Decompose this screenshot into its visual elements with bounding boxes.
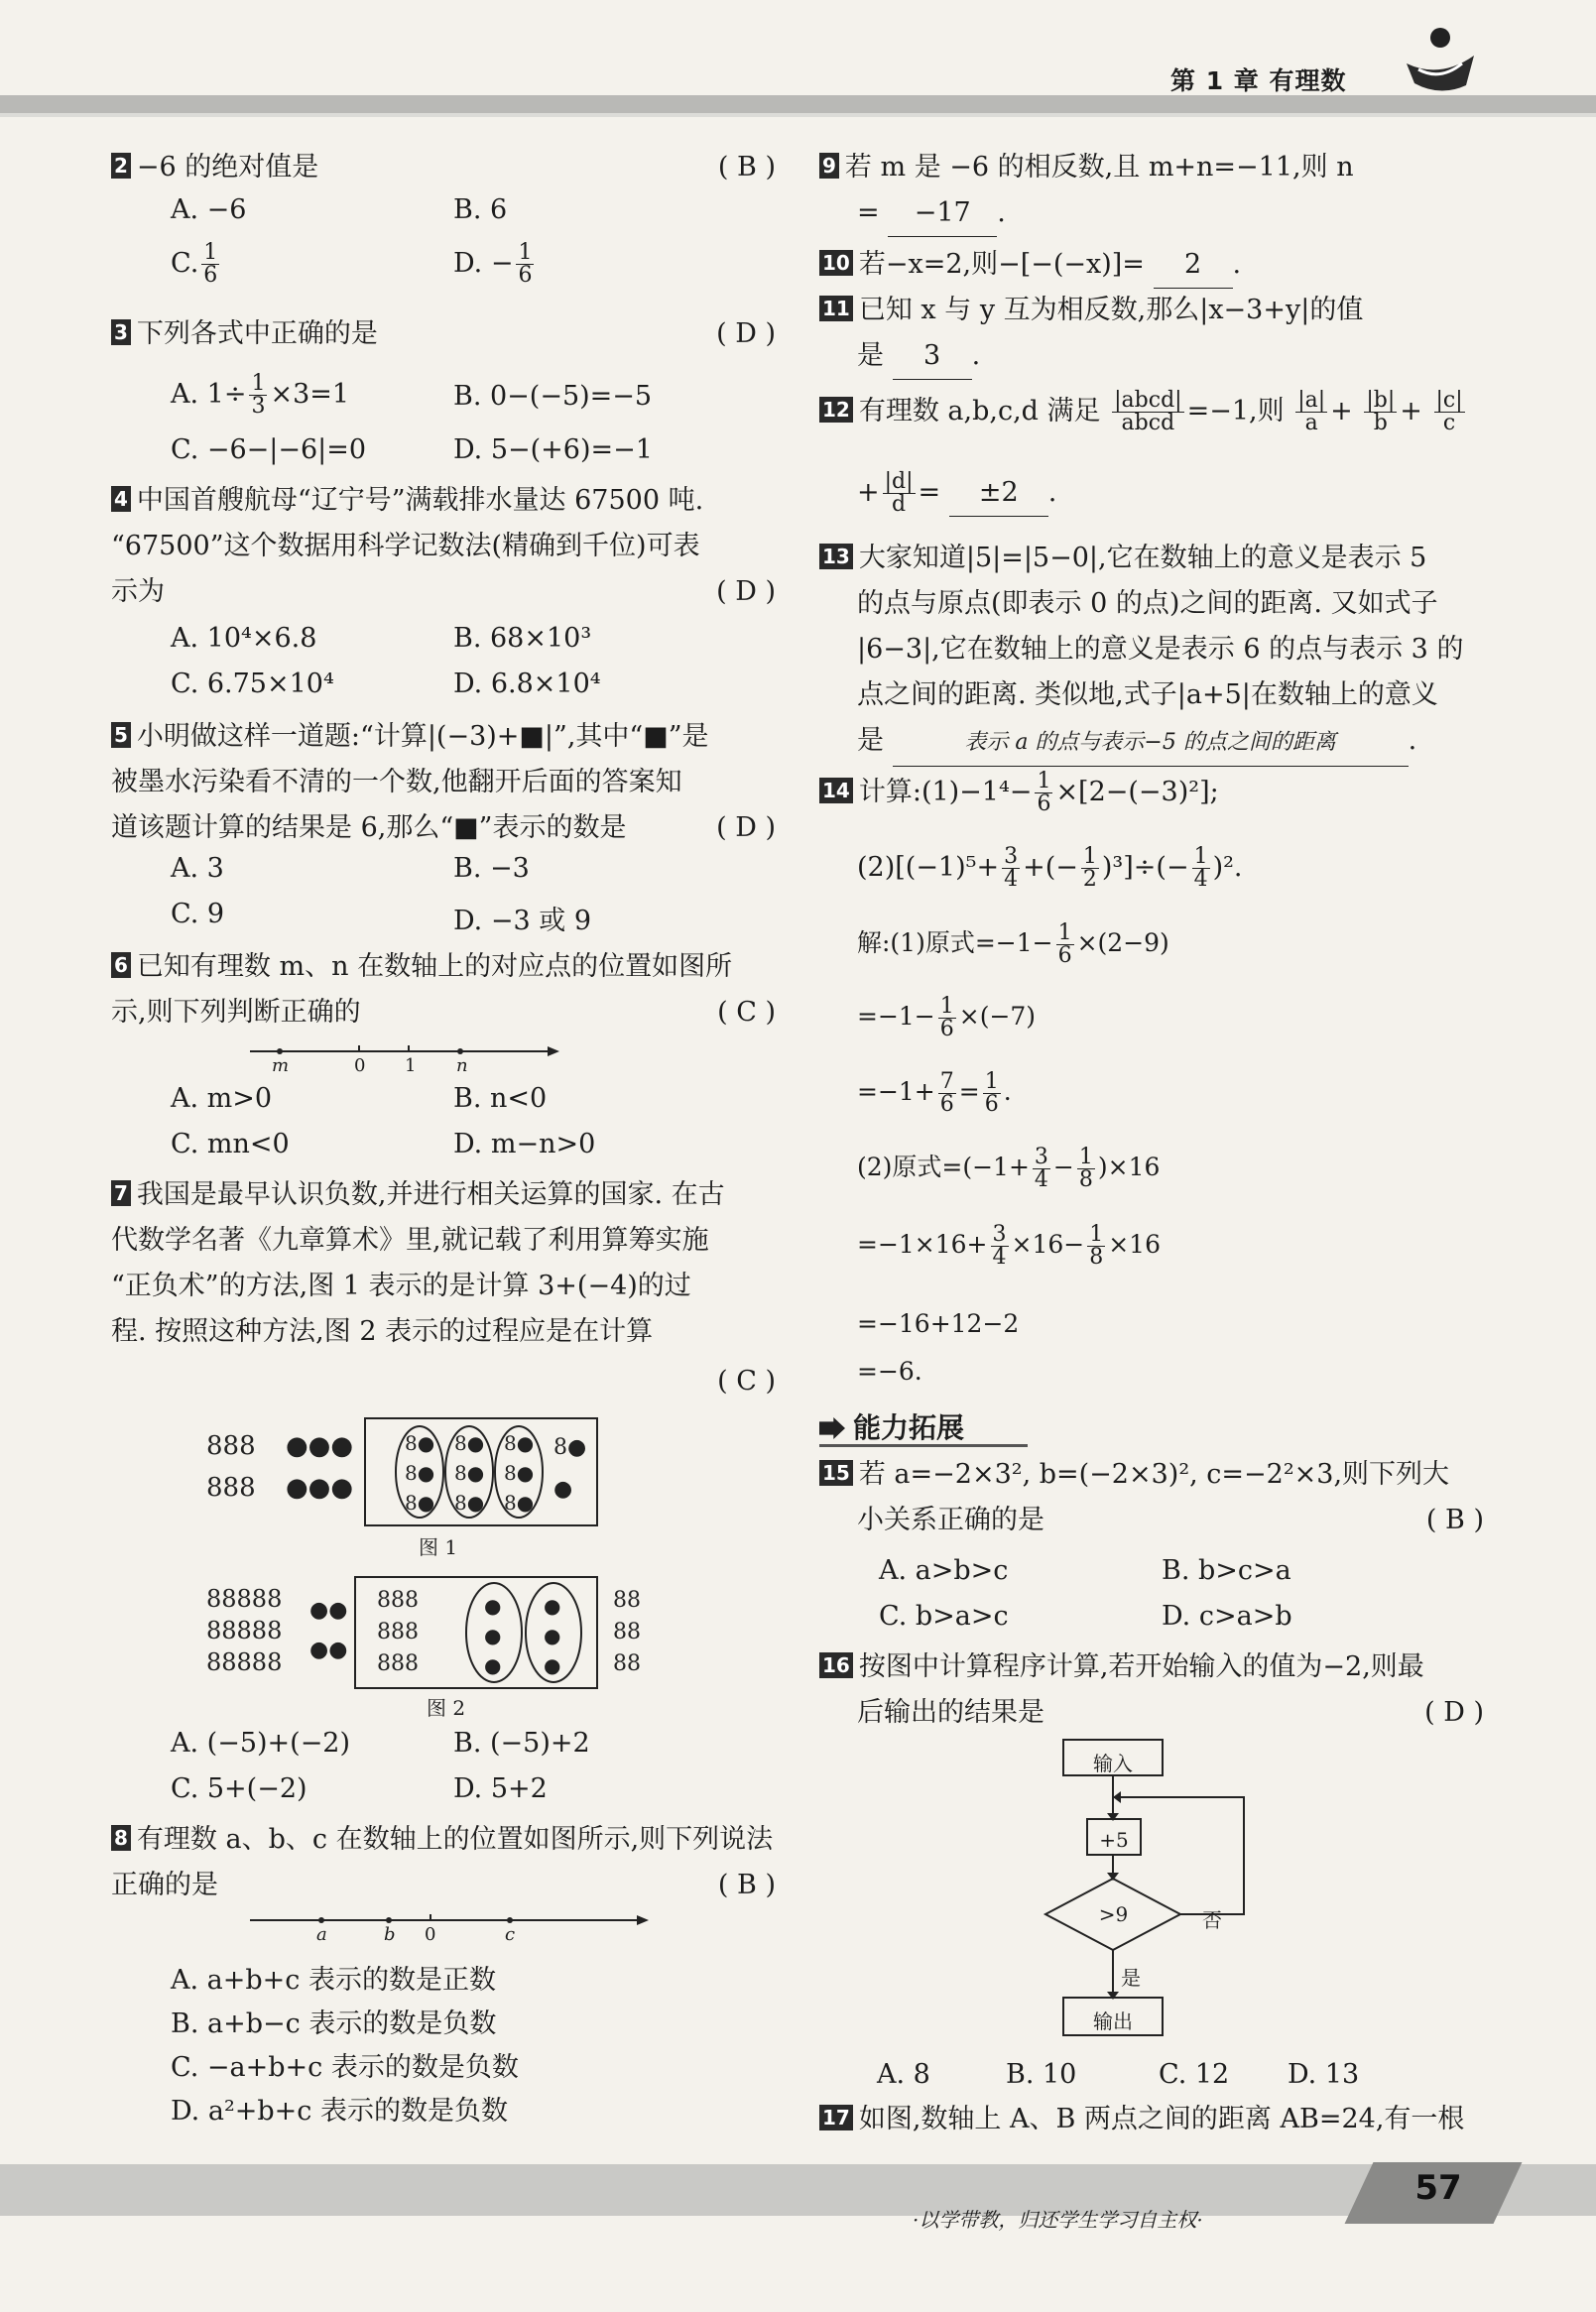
- number-line-q8: [250, 1910, 667, 1950]
- option-a: A. 10⁴×6.8: [171, 623, 317, 654]
- header-band: [0, 95, 1596, 113]
- punctuation: .: [971, 340, 981, 371]
- option-d: D. 6.8×10⁴: [453, 669, 601, 699]
- footer-slogan: ·以学带教，归还学生学习自主权·: [913, 2208, 1203, 2232]
- question-14: 14 计算:(1)−1⁴− $\frac{1}{6}$ ×[2−(−3)²];: [819, 770, 1484, 815]
- axis-label-0: 0: [354, 1055, 366, 1076]
- flow-condition: >9: [1098, 1902, 1129, 1926]
- svg-text:88: 88: [613, 1651, 641, 1676]
- question-5: [111, 714, 776, 851]
- question-text: “正负术”的方法,图 1 表示的是计算 3+(−4)的过: [111, 1271, 691, 1301]
- question-text: “67500”这个数据用科学记数法(精确到千位)可表: [111, 531, 700, 561]
- question-10: [819, 242, 1484, 289]
- svg-text:888: 888: [377, 1588, 419, 1613]
- question-text: 示为: [111, 576, 165, 607]
- answer-blank: 3: [893, 333, 972, 380]
- svg-text:88: 88: [613, 1588, 641, 1613]
- answer-blank: ±2: [949, 470, 1048, 517]
- axis-label-c: c: [505, 1924, 516, 1945]
- answer: ( D ): [716, 812, 776, 843]
- question-3: [111, 311, 776, 357]
- svg-text:8●: 8●: [504, 1461, 535, 1485]
- option-b: B. 0−(−5)=−5: [453, 381, 653, 412]
- q16-option-b: B. 10: [1006, 2059, 1077, 2090]
- chapter-title: 第 1 章 有理数: [1170, 66, 1347, 95]
- question-number: 14: [819, 778, 853, 803]
- question-text: 点之间的距离. 类似地,式子|a+5|在数轴上的意义: [857, 679, 1438, 710]
- figure-1-caption: 图 1: [419, 1535, 458, 1559]
- svg-text:●●●: ●●●: [286, 1473, 354, 1503]
- question-text: 示,则下列判断正确的: [111, 997, 361, 1028]
- svg-text:8●: 8●: [405, 1461, 435, 1485]
- option-c: C. 6.75×10⁴: [171, 669, 334, 699]
- option-d: D. − $\frac{1}{6}$: [453, 240, 533, 288]
- svg-text:●: ●: [544, 1624, 561, 1647]
- question-text: 若−x=2,则−[−(−x)]=: [858, 249, 1145, 280]
- question-16: [819, 1644, 1484, 1736]
- svg-text:8●: 8●: [454, 1461, 485, 1485]
- question-text: 已知有理数 m、n 在数轴上的对应点的位置如图所: [136, 951, 733, 982]
- axis-label-1: 1: [405, 1055, 417, 1076]
- solution-line-1: 解:(1)原式=−1− $\frac{1}{6}$ ×(2−9): [857, 920, 1169, 968]
- axis-label-0: 0: [425, 1924, 436, 1945]
- question-number: 10: [819, 250, 853, 276]
- question-text: 被墨水污染看不清的一个数,他翻开后面的答案知: [111, 767, 682, 797]
- question-number: 8: [111, 1825, 131, 1851]
- svg-text:888: 888: [206, 1431, 256, 1461]
- question-11: [819, 288, 1484, 380]
- solution-line-4: (2)原式=(−1+ $\frac{3}{4}$ − $\frac{1}{8}$ )×16: [857, 1145, 1161, 1192]
- svg-text:●: ●: [544, 1653, 561, 1677]
- question-text: 我国是最早认识负数,并进行相关运算的国家. 在古: [136, 1179, 725, 1210]
- axis-label-b: b: [384, 1924, 396, 1945]
- axis-label-n: n: [456, 1055, 468, 1076]
- option-b: B. a+b−c 表示的数是负数: [171, 2008, 497, 2039]
- answer: ( D ): [716, 318, 776, 349]
- option-a: A. −6: [171, 194, 247, 225]
- svg-text:888: 888: [206, 1473, 256, 1503]
- solution-line-7: =−6.: [857, 1357, 922, 1386]
- question-number: 6: [111, 952, 131, 978]
- question-number: 12: [819, 397, 853, 423]
- question-text: 正确的是: [111, 1870, 218, 1900]
- question-text: =−1,则: [1186, 396, 1285, 426]
- question-6: [111, 944, 776, 1035]
- question-text: 大家知道|5|=|5−0|,它在数轴上的意义是表示 5: [858, 543, 1427, 573]
- question-text: 后输出的结果是: [857, 1697, 1044, 1728]
- question-text: 有理数 a,b,c,d 满足: [858, 396, 1101, 426]
- question-text: 小明做这样一道题:“计算|(−3)+■|”,其中“■”是: [136, 721, 709, 752]
- option-d: D. 5+2: [453, 1773, 548, 1804]
- question-text: −6 的绝对值是: [136, 152, 319, 183]
- question-number: 7: [111, 1180, 131, 1206]
- question-number: 16: [819, 1652, 853, 1678]
- option-c: C. 5+(−2): [171, 1773, 307, 1804]
- svg-text:88888: 88888: [206, 1585, 283, 1613]
- flow-add: +5: [1099, 1828, 1129, 1852]
- question-text: 如图,数轴上 A、B 两点之间的距离 AB=24,有一根: [858, 2104, 1465, 2134]
- question-text: 若 m 是 −6 的相反数,且 m+n=−11,则 n: [844, 152, 1354, 183]
- option-c: C. −a+b+c 表示的数是负数: [171, 2052, 519, 2083]
- question-8: [111, 1817, 776, 1908]
- question-number: 13: [819, 544, 853, 569]
- option-c: C. mn<0: [171, 1129, 290, 1159]
- option-c: C. −6−|−6|=0: [171, 434, 367, 465]
- question-12-continued: + $\frac{|d|}{d}$ = ±2 .: [857, 469, 1057, 517]
- axis-label-m: m: [272, 1055, 290, 1076]
- svg-text:88: 88: [613, 1620, 641, 1644]
- option-a: A. a>b>c: [879, 1555, 1009, 1586]
- question-text: 道该题计算的结果是 6,那么“■”表示的数是: [111, 812, 627, 843]
- svg-text:●: ●: [484, 1594, 502, 1618]
- flow-no-label: 否: [1202, 1908, 1222, 1932]
- answer-blank: 2: [1154, 242, 1233, 289]
- question-text: 程. 按照这种方法,图 2 表示的过程应是在计算: [111, 1316, 654, 1347]
- question-text: =: [857, 197, 880, 228]
- svg-text:8●: 8●: [405, 1491, 435, 1515]
- question-text: 若 a=−2×3², b=(−2×3)², c=−2²×3,则下列大: [858, 1459, 1450, 1490]
- option-a: A. 1÷ $\frac{1}{3}$ ×3=1: [171, 371, 350, 419]
- question-number: 3: [111, 319, 131, 345]
- punctuation: .: [1047, 477, 1057, 508]
- svg-text:88888: 88888: [206, 1648, 283, 1676]
- answer: ( D ): [1424, 1697, 1484, 1728]
- solution-line-2: =−1− $\frac{1}{6}$ ×(−7): [857, 994, 1037, 1041]
- answer-blank: 表示 a 的点与表示−5 的点之间的距离: [893, 720, 1409, 767]
- question-text: 有理数 a、b、c 在数轴上的位置如图所示,则下列说法: [136, 1824, 774, 1855]
- question-7: [111, 1172, 776, 1397]
- question-14-part2: (2)[(−1)⁵+ $\frac{3}{4}$ +(− $\frac{1}{2}$ )³]÷(− $\frac{1}{4}$ )².: [857, 844, 1243, 892]
- question-number: 17: [819, 2105, 853, 2130]
- option-b: B. 68×10³: [453, 623, 592, 654]
- section-underline: [819, 1444, 1028, 1447]
- option-b: B. 6: [453, 194, 508, 225]
- question-9: [819, 145, 1484, 237]
- page-number: 57: [1414, 2168, 1462, 2208]
- svg-text:8●: 8●: [454, 1431, 485, 1455]
- svg-text:●: ●: [544, 1594, 561, 1618]
- axis-label-a: a: [316, 1924, 327, 1945]
- question-number: 11: [819, 296, 853, 321]
- arrow-icon: [819, 1417, 845, 1439]
- svg-text:8●: 8●: [454, 1491, 485, 1515]
- q16-option-a: A. 8: [877, 2059, 930, 2090]
- svg-text:●: ●: [484, 1624, 502, 1647]
- option-d: D. m−n>0: [453, 1129, 596, 1159]
- question-number: 15: [819, 1460, 853, 1486]
- option-a: A. a+b+c 表示的数是正数: [171, 1965, 496, 1996]
- answer-blank: −17: [888, 190, 997, 237]
- svg-text:●: ●: [484, 1653, 502, 1677]
- figure-2-counting-rods: [206, 1573, 663, 1694]
- question-text: 代数学名著《九章算术》里,就记载了利用算筹实施: [111, 1225, 709, 1256]
- q16-option-c: C. 12: [1159, 2059, 1230, 2090]
- svg-text:8●: 8●: [405, 1431, 435, 1455]
- figure-2-caption: 图 2: [427, 1696, 466, 1720]
- question-2: [111, 145, 776, 190]
- question-text: 是: [857, 725, 884, 756]
- svg-text:888: 888: [377, 1651, 419, 1676]
- flow-input: 输入: [1093, 1752, 1133, 1775]
- svg-text:888: 888: [377, 1620, 419, 1644]
- option-a: A. (−5)+(−2): [171, 1728, 351, 1759]
- section-title-text: 能力拓展: [853, 1411, 965, 1444]
- option-a: A. m>0: [171, 1083, 273, 1114]
- question-text: 中国首艘航母“辽宁号”满载排水量达 67500 吨.: [136, 485, 704, 516]
- question-number: 9: [819, 153, 839, 179]
- question-17: [819, 2097, 1494, 2142]
- question-text: 是: [857, 340, 884, 371]
- answer: ( D ): [716, 576, 776, 607]
- question-text: 已知 x 与 y 互为相反数,那么|x−3+y|的值: [858, 295, 1364, 325]
- option-b: B. b>c>a: [1162, 1555, 1291, 1586]
- svg-text:●●●: ●●●: [286, 1431, 354, 1461]
- book-logo-icon: [1401, 24, 1480, 103]
- svg-text:●: ●: [553, 1477, 573, 1502]
- question-text: 按图中计算程序计算,若开始输入的值为−2,则最: [858, 1651, 1424, 1682]
- figure-1-counting-rods: [206, 1414, 663, 1533]
- question-text: 下列各式中正确的是: [136, 318, 378, 349]
- solution-line-3: =−1+ $\frac{7}{6}$ = $\frac{1}{6}$ .: [857, 1069, 1012, 1117]
- question-4: [111, 478, 776, 615]
- question-12: 12 有理数 a,b,c,d 满足 $\frac{\text{|abcd|}}{\text{abcd}}$ =−1,则 $\frac{|a|}{a}$ + $\frac{|b|}{b}$ + $\frac{|c|}{c}$: [819, 389, 1484, 434]
- section-title: [819, 1406, 964, 1446]
- question-text: 小关系正确的是: [857, 1505, 1044, 1535]
- option-c: C. $\frac{1}{6}$: [171, 240, 218, 288]
- punctuation: .: [1408, 725, 1417, 756]
- question-text: 计算:(1)−1⁴−: [858, 777, 1033, 807]
- answer: ( B ): [717, 152, 776, 183]
- punctuation: .: [1232, 249, 1242, 280]
- question-text: |6−3|,它在数轴上的意义是表示 6 的点与表示 3 的: [857, 634, 1464, 665]
- flow-output: 输出: [1093, 2009, 1133, 2033]
- svg-text:●●: ●●: [309, 1638, 348, 1662]
- svg-text:8●: 8●: [553, 1435, 587, 1460]
- question-text: 的点与原点(即表示 0 的点)之间的距离. 又如式子: [857, 588, 1438, 619]
- option-d: D. a²+b+c 表示的数是负数: [171, 2096, 509, 2127]
- question-15: [819, 1452, 1484, 1543]
- q16-option-d: D. 13: [1288, 2059, 1360, 2090]
- svg-text:8●: 8●: [504, 1491, 535, 1515]
- solution-line-6: =−16+12−2: [857, 1309, 1020, 1338]
- question-number: 4: [111, 486, 131, 512]
- svg-text:88888: 88888: [206, 1617, 283, 1644]
- punctuation: .: [997, 197, 1006, 228]
- option-d: D. 5−(+6)=−1: [453, 434, 653, 465]
- question-number: 2: [111, 153, 131, 179]
- answer: ( B ): [1425, 1505, 1484, 1535]
- option-a: A. 3: [171, 853, 224, 884]
- svg-text:●●: ●●: [309, 1598, 348, 1623]
- answer: ( C ): [717, 997, 776, 1028]
- question-13: [819, 536, 1484, 767]
- flow-yes-label: 是: [1121, 1966, 1141, 1990]
- svg-text:8●: 8●: [504, 1431, 535, 1455]
- option-b: B. −3: [453, 853, 530, 884]
- solution-line-5: =−1×16+ $\frac{3}{4}$ ×16− $\frac{1}{8}$ ×16: [857, 1222, 1161, 1270]
- option-b: B. n<0: [453, 1083, 548, 1114]
- option-d: D. −3 或 9: [453, 906, 591, 936]
- option-d: D. c>a>b: [1162, 1601, 1292, 1632]
- option-b: B. (−5)+2: [453, 1728, 590, 1759]
- answer: ( B ): [717, 1870, 776, 1900]
- question-number: 5: [111, 722, 131, 748]
- answer: ( C ): [717, 1366, 776, 1397]
- option-c: C. 9: [171, 899, 225, 929]
- header-band-shadow: [0, 113, 1596, 117]
- option-c: C. b>a>c: [879, 1601, 1009, 1632]
